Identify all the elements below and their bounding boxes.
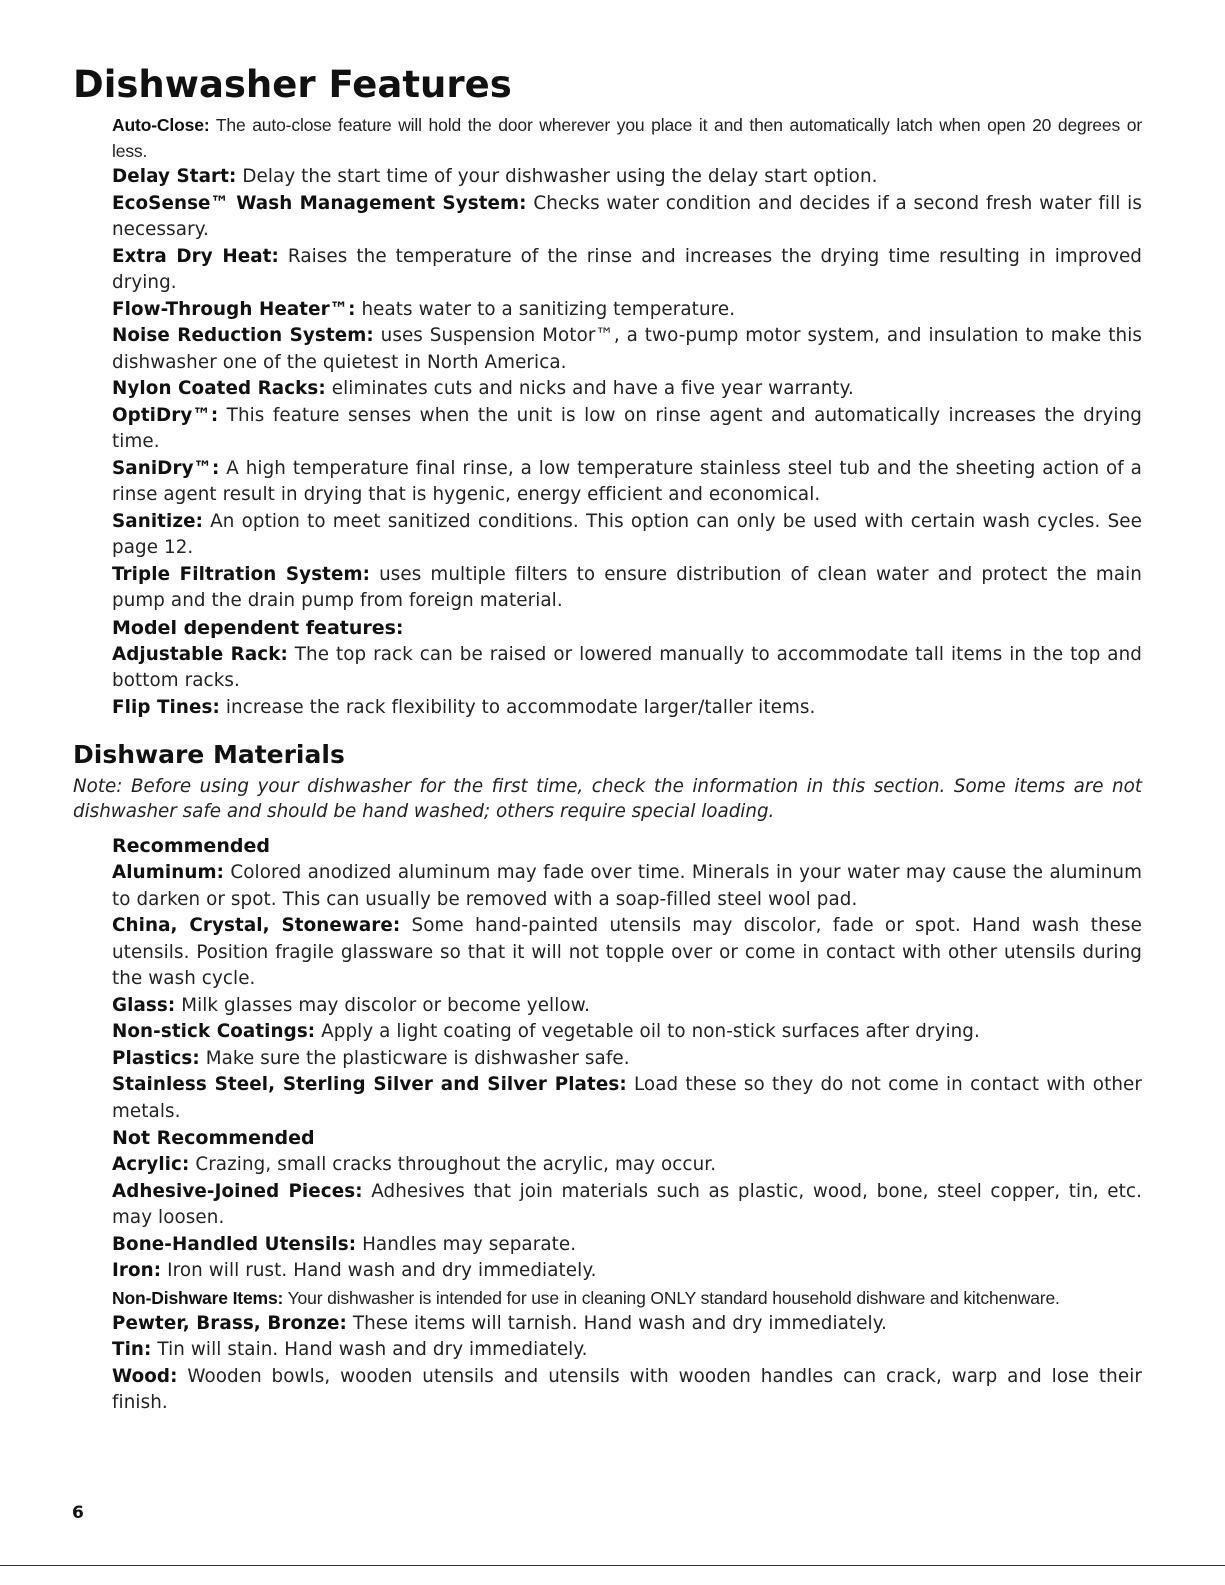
- material-text: Crazing, small cracks throughout the acrylic, may occur.: [195, 1154, 717, 1175]
- material-non-dishware: [112, 1285, 1142, 1311]
- material-term: Non-stick Coatings:: [112, 1021, 316, 1042]
- feature-nylon-racks: [112, 376, 1142, 403]
- material-term: Pewter, Brass, Bronze:: [112, 1312, 347, 1334]
- feature-text: Delay the start time of your dishwasher using the delay start option.: [242, 166, 878, 187]
- material-text: Milk glasses may discolor or become yellow.: [181, 994, 590, 1016]
- material-text: Apply a light coating of vegetable oil to non-stick surfaces after drying.: [321, 1021, 980, 1042]
- feature-text: A high temperature final rinse, a low temperature stainless steel tub and the sheeting action of a rinse agent result in drying that is hygenic, energy efficient and economical.: [112, 457, 1142, 505]
- feature-text: The auto-close feature will hold the door wherever you place it and then automatically latch when open 20 degrees or less.: [112, 115, 1142, 161]
- material-acrylic: [112, 1152, 1142, 1179]
- material-stainless: [112, 1072, 1142, 1125]
- not-recommended-heading: Not Recommended: [112, 1127, 315, 1149]
- feature-term: OptiDry™:: [112, 404, 219, 426]
- feature-term: Flip Tines:: [112, 696, 220, 718]
- feature-text: uses multiple filters to ensure distribution of clean water and protect the main pump and the drain pump from foreign material.: [112, 563, 1142, 611]
- feature-sanitize: [112, 509, 1142, 562]
- material-bone-handled: [112, 1232, 1142, 1259]
- materials-note: Note: Before using your dishwasher for the first time, check the information in this section. Some items are not dishwasher safe and should be hand washed; others require special loading.: [73, 776, 1142, 822]
- model-dependent-heading: Model dependent features:: [112, 616, 404, 639]
- feature-term: Noise Reduction System:: [112, 325, 374, 346]
- feature-triple-filtration: [112, 562, 1142, 615]
- material-text: Make sure the plasticware is dishwasher safe.: [205, 1047, 630, 1069]
- features-list: [112, 112, 1142, 721]
- material-text: Wooden bowls, wooden utensils and utensils with wooden handles can crack, warp and lose their finish.: [112, 1365, 1142, 1413]
- material-term: Plastics:: [112, 1047, 200, 1069]
- feature-text: heats water to a sanitizing temperature.: [361, 298, 736, 320]
- feature-term: EcoSense™ Wash Management System:: [112, 192, 527, 214]
- feature-delay-start: [112, 164, 1142, 191]
- feature-term: Flow-Through Heater™:: [112, 298, 356, 320]
- feature-text: Raises the temperature of the rinse and increases the drying time resulting in improved drying.: [112, 245, 1142, 293]
- material-text: Your dishwasher is intended for use in cleaning ONLY standard household dishware and kitchenware.: [287, 1287, 1060, 1308]
- feature-adjustable-rack: [112, 642, 1142, 695]
- material-term: Glass:: [112, 994, 176, 1016]
- recommended-heading: Recommended: [112, 835, 270, 857]
- feature-sanidry: [112, 456, 1142, 509]
- material-tin: [112, 1337, 1142, 1364]
- feature-term: Triple Filtration System:: [112, 563, 371, 585]
- feature-ecosense: [112, 191, 1142, 244]
- material-term: Stainless Steel, Sterling Silver and Silver Plates:: [112, 1074, 627, 1095]
- material-text: Handles may separate.: [362, 1233, 577, 1255]
- material-term: Bone-Handled Utensils:: [112, 1233, 357, 1255]
- page-number: 6: [72, 1503, 84, 1523]
- feature-optidry: [112, 403, 1142, 456]
- material-aluminum: [112, 860, 1142, 913]
- bottom-rule: [0, 1565, 1225, 1566]
- material-wood: [112, 1364, 1142, 1417]
- material-pewter: [112, 1311, 1142, 1338]
- feature-text: Checks water condition and decides if a second fresh water fill is necessary.: [112, 192, 1142, 240]
- feature-noise-reduction: [112, 323, 1142, 376]
- feature-text: eliminates cuts and nicks and have a five year warranty.: [331, 378, 854, 399]
- material-adhesive: [112, 1179, 1142, 1232]
- feature-text: increase the rack flexibility to accommodate larger/taller items.: [225, 696, 816, 718]
- feature-text: uses Suspension Motor™, a two-pump motor system, and insulation to make this dishwasher one of the quietest in North America.: [112, 325, 1142, 373]
- material-term: Wood:: [112, 1365, 178, 1387]
- feature-text: An option to meet sanitized conditions. This option can only be used with certain wash cycles. See page 12.: [112, 510, 1142, 558]
- material-china: [112, 913, 1142, 993]
- feature-term: Extra Dry Heat:: [112, 245, 279, 267]
- feature-text: The top rack can be raised or lowered manually to accommodate tall items in the top and bottom racks.: [112, 643, 1142, 691]
- material-text: These items will tarnish. Hand wash and dry immediately.: [352, 1312, 887, 1334]
- material-non-stick: [112, 1019, 1142, 1046]
- material-term: Adhesive-Joined Pieces:: [112, 1180, 363, 1202]
- feature-term: Auto-Close:: [112, 115, 210, 135]
- materials-list: [112, 833, 1142, 1417]
- material-term: Non-Dishware Items:: [112, 1287, 284, 1308]
- feature-flow-through-heater: [112, 297, 1142, 324]
- material-term: Tin:: [112, 1339, 152, 1360]
- material-text: Some hand-painted utensils may discolor, fade or spot. Hand wash these utensils. Position fragile glassware so that it will not topple over or come in contact with other utensils during the wash cycle.: [112, 915, 1142, 989]
- page-title: Dishwasher Features: [73, 63, 512, 106]
- material-text: Colored anodized aluminum may fade over time. Minerals in your water may cause the aluminum to darken or spot. This can usually be removed with a soap-filled steel wool pad.: [112, 862, 1142, 910]
- feature-term: Nylon Coated Racks:: [112, 378, 326, 399]
- material-term: Acrylic:: [112, 1154, 190, 1175]
- material-glass: [112, 993, 1142, 1020]
- material-text: Iron will rust. Hand wash and dry immediately.: [167, 1260, 597, 1281]
- material-term: Aluminum:: [112, 862, 225, 883]
- material-term: China, Crystal, Stoneware:: [112, 915, 401, 936]
- feature-term: Delay Start:: [112, 166, 237, 187]
- section-title-dishware-materials: Dishware Materials: [73, 740, 345, 769]
- material-plastics: [112, 1046, 1142, 1073]
- feature-extra-dry-heat: [112, 244, 1142, 297]
- material-text: Tin will stain. Hand wash and dry immediately.: [157, 1339, 588, 1360]
- material-term: Iron:: [112, 1260, 162, 1281]
- material-text: Load these so they do not come in contact with other metals.: [112, 1074, 1142, 1122]
- feature-auto-close: [112, 112, 1142, 164]
- feature-term: SaniDry™:: [112, 457, 220, 479]
- feature-term: Adjustable Rack:: [112, 643, 288, 665]
- material-text: Adhesives that join materials such as plastic, wood, bone, steel copper, tin, etc. may loosen.: [112, 1180, 1142, 1228]
- feature-flip-tines: [112, 695, 1142, 722]
- feature-term: Sanitize:: [112, 510, 204, 532]
- material-iron: [112, 1258, 1142, 1285]
- feature-text: This feature senses when the unit is low on rinse agent and automatically increases the drying time.: [112, 404, 1142, 452]
